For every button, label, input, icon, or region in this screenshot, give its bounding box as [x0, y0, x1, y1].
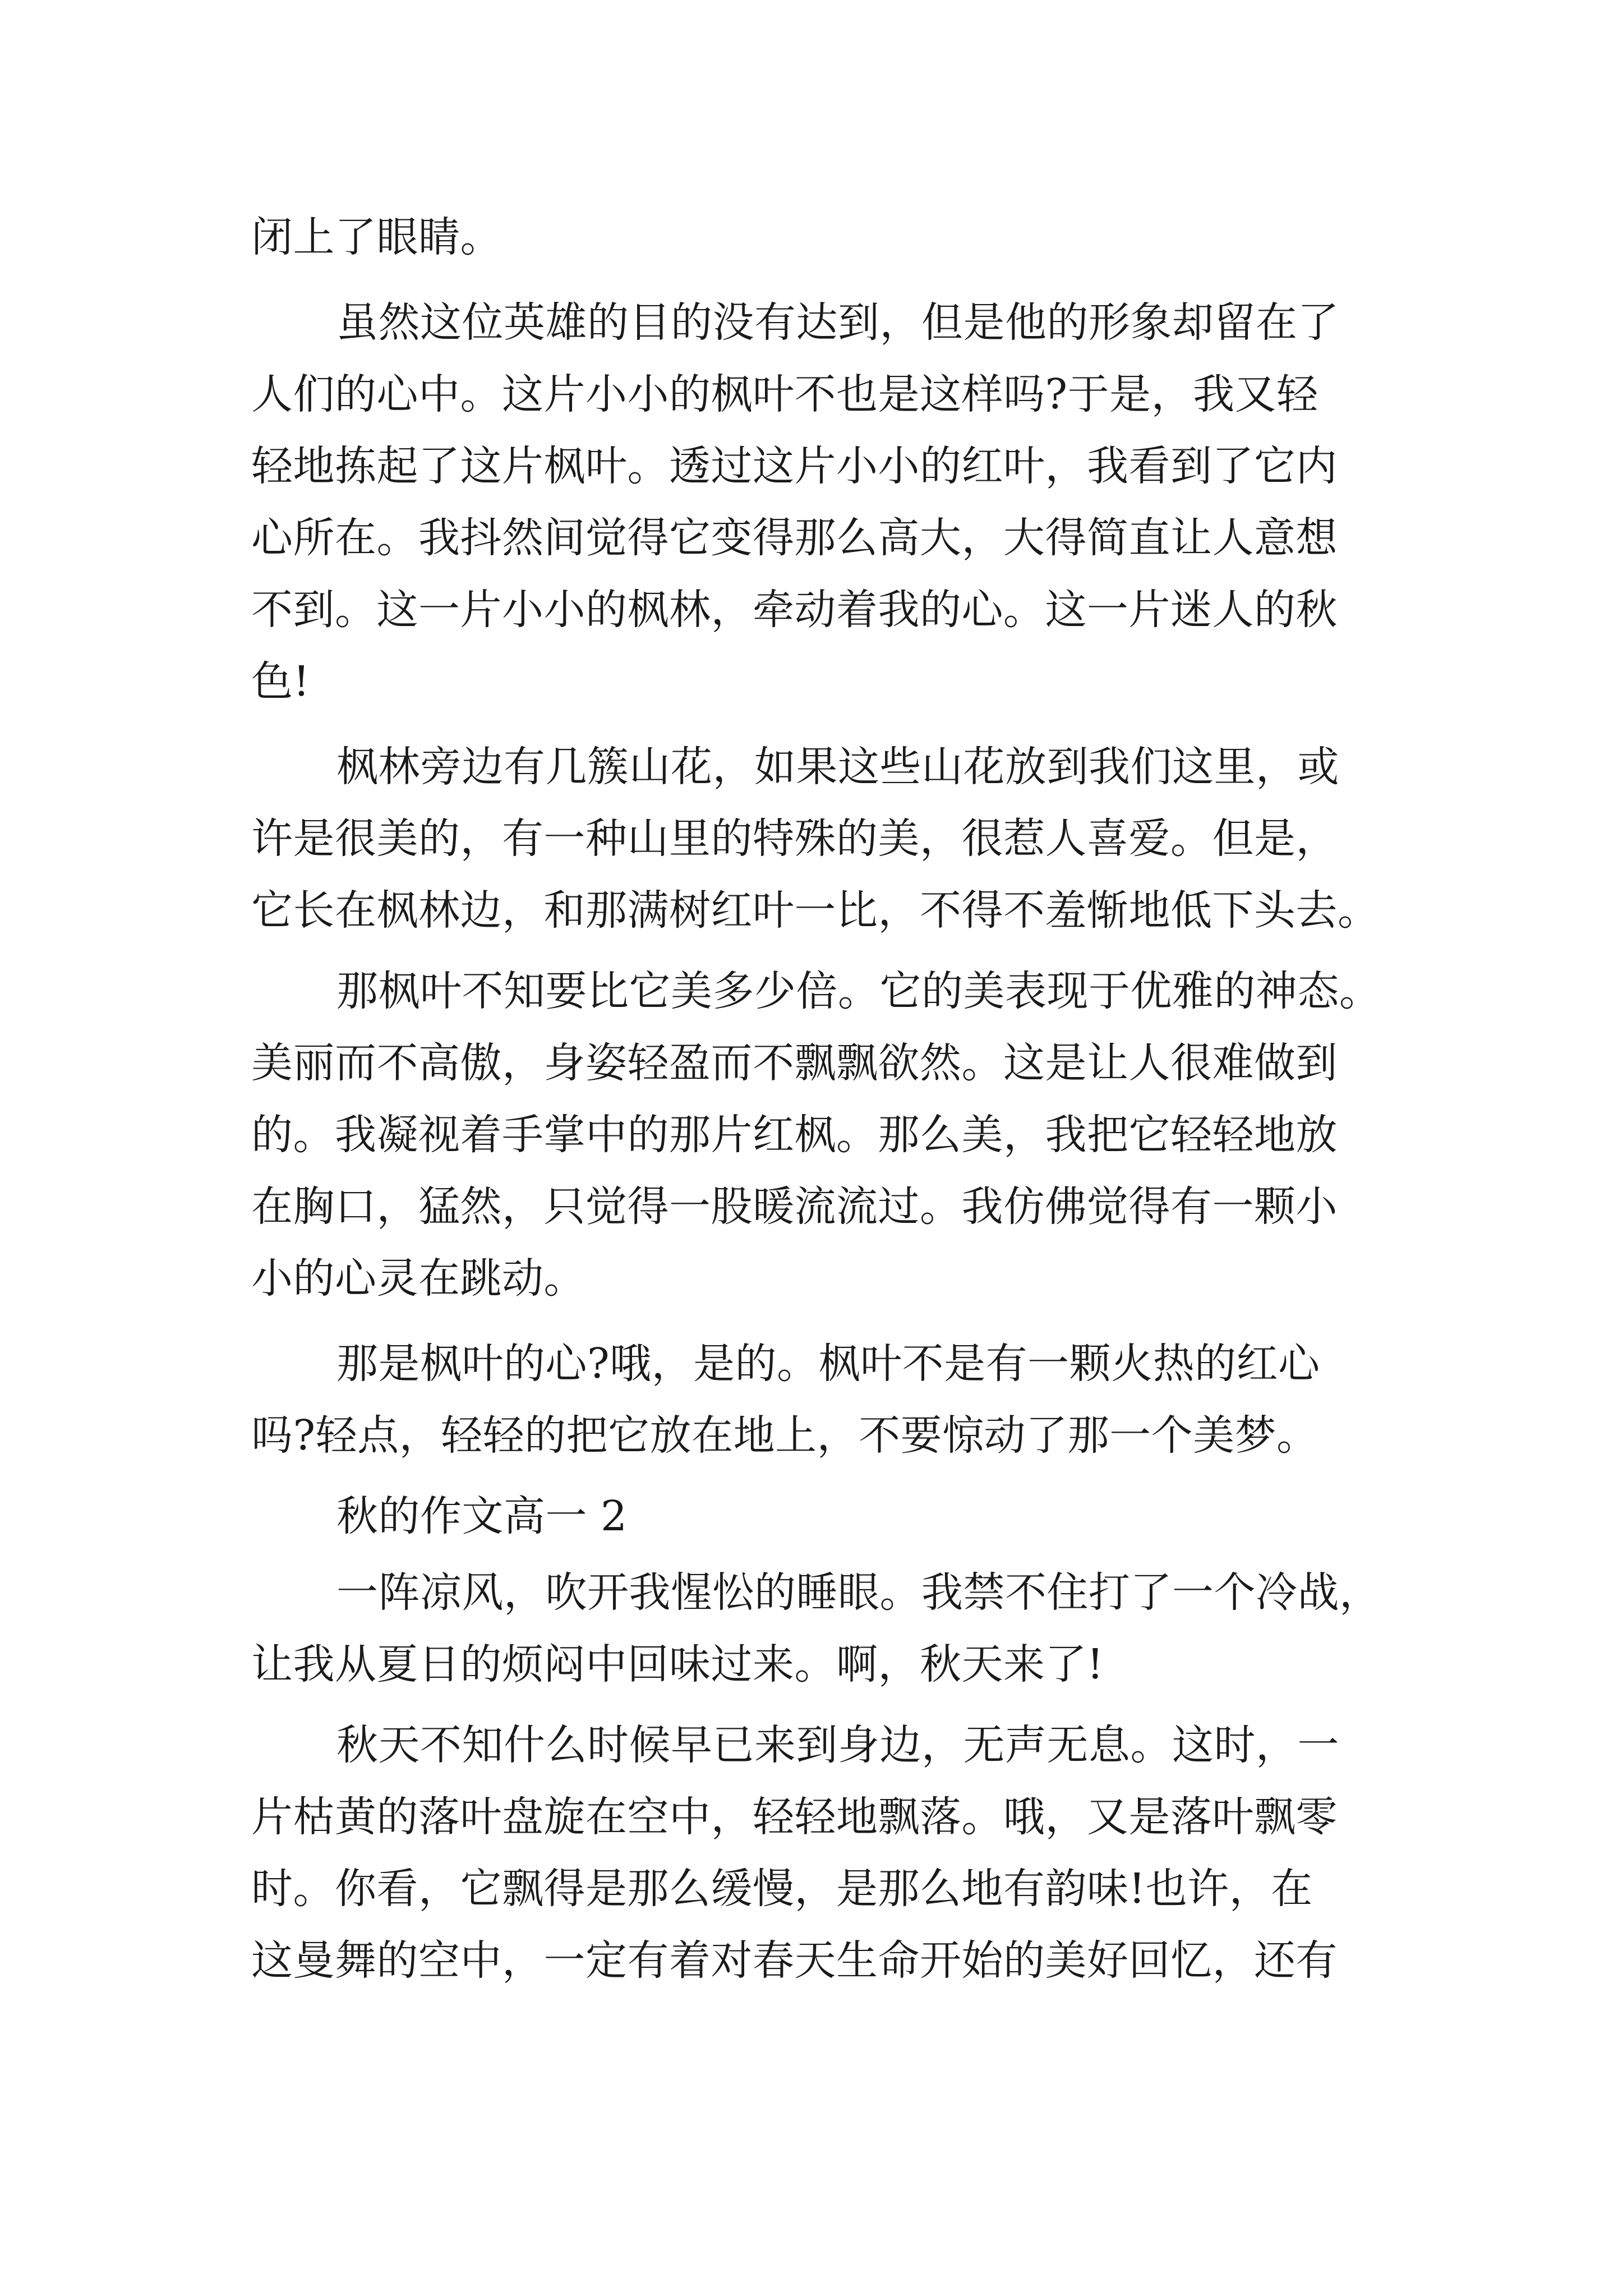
text-line: 美丽而不高傲，身姿轻盈而不飘飘欲然。这是让人很难做到: [251, 1039, 1338, 1087]
paragraph-first-line: 那枫叶不知要比它美多少倍。它的美表现于优雅的神态。: [336, 967, 1381, 1015]
text-line: 它长在枫林边，和那满树红叶一比，不得不羞惭地低下头去。: [251, 886, 1380, 935]
text-line: 色!: [251, 657, 310, 706]
paragraph-first-line: 秋天不知什么时候早已来到身边，无声无息。这时，一: [336, 1721, 1339, 1769]
text-line: 小的心灵在跳动。: [251, 1254, 585, 1303]
section-heading: 秋的作文高一 2: [336, 1492, 628, 1540]
text-line: 让我从夏日的烦闷中回味过来。啊，秋天来了!: [251, 1640, 1104, 1688]
text-line: 人们的心中。这片小小的枫叶不也是这样吗?于是，我又轻: [251, 370, 1318, 418]
text-line: 闭上了眼睛。: [251, 213, 502, 261]
paragraph-first-line: 那是枫叶的心?哦，是的。枫叶不是有一颗火热的红心: [336, 1340, 1320, 1388]
text-line: 在胸口，猛然，只觉得一股暖流流过。我仿佛觉得有一颗小: [251, 1182, 1338, 1231]
paragraph-first-line: 枫林旁边有几簇山花，如果这些山花放到我们这里，或: [336, 743, 1339, 791]
paragraph-first-line: 一阵凉风，吹开我惺忪的睡眼。我禁不住打了一个冷战，: [336, 1568, 1381, 1617]
text-line: 时。你看，它飘得是那么缓慢，是那么地有韵味!也许，在: [251, 1865, 1313, 1913]
paragraph-first-line: 虽然这位英雄的目的没有达到，但是他的形象却留在了: [336, 298, 1339, 347]
text-line: 的。我凝视着手掌中的那片红枫。那么美，我把它轻轻地放: [251, 1111, 1338, 1159]
text-line: 这曼舞的空中，一定有着对春天生命开始的美好回忆，还有: [251, 1936, 1338, 1985]
text-line: 许是很美的，有一种山里的特殊的美，很惹人喜爱。但是，: [251, 815, 1338, 863]
text-line: 片枯黄的落叶盘旋在空中，轻轻地飘落。哦，又是落叶飘零: [251, 1793, 1338, 1841]
text-line: 心所在。我抖然间觉得它变得那么高大，大得简直让人意想: [251, 514, 1338, 562]
text-line: 吗?轻点，轻轻的把它放在地上，不要惊动了那一个美梦。: [251, 1411, 1318, 1460]
text-line: 不到。这一片小小的枫林，牵动着我的心。这一片迷人的秋: [251, 586, 1338, 634]
text-line: 轻地拣起了这片枫叶。透过这片小小的红叶，我看到了它内: [251, 442, 1338, 490]
